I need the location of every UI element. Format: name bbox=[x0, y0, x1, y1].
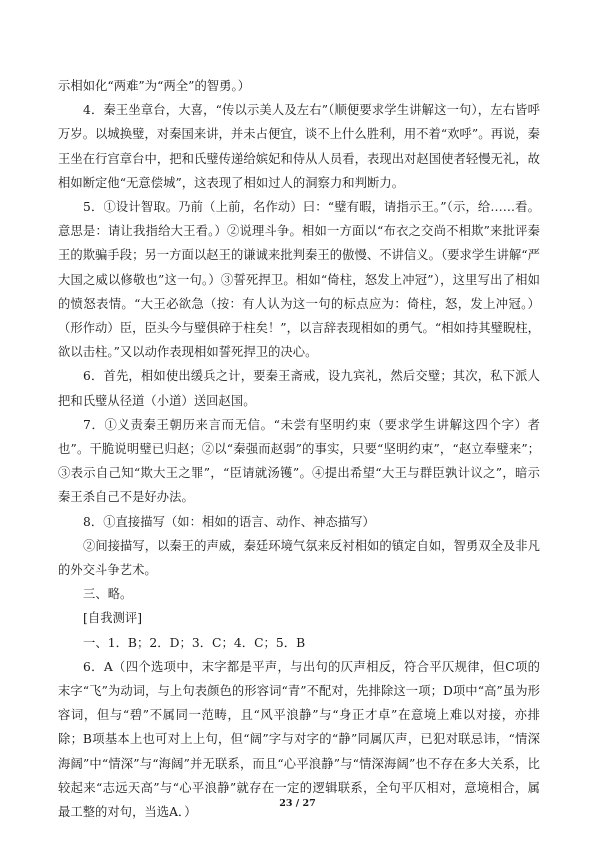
paragraph-answer-5: 5．①设计智取。乃前（上前，名作动）曰：“璧有暇，请指示王。”（示，给……看。意思是：请让我指给大王看。）②说理斗争。相如一方面以“布衣之交尚不相欺”来批评秦王的欺骗手段；另一方面以赵王的谦诚来批判秦王的傲慢、不讲信义。（要求学生讲解“严大国之威以修敬也”这一句。）③誓死捍卫。相如“倚柱，怒发上冲冠”），这里写出了相如的愤怒表情。“大王必欲急（按：有人认为这一句的标点应为：倚柱，怒，发上冲冠。）（形作动）臣，臣头今与璧俱碎于柱矣！”，以言辞表现相如的勇气。“相如持其璧睨柱，欲以击柱。”又以动作表现相如誓死捍卫的决心。 bbox=[58, 200, 540, 360]
paragraph-answer-6-explanation: 6．A（四个选项中，末字都是平声，与出句的仄声相反，符合平仄规律，但C项的末字“飞”为动词，与上句表颜色的形容词“青”不配对，先排除这一项；D项中“高”虽为形容词，但与“碧”不属同一范畴，且“风平浪静”与“身正才卓”在意境上难以对接，亦排除；B项基本上也可对上上句，但“阔”字与对字的“静”同属仄声，已犯对联忌讳，“情深海阔”中“情深”与“海阔”并无联系，而且“心平浪静”与“情深海阔”也不存在多大关系，比较起来“志远天高”与“心平浪静”就存在一定的逻辑联系，全句平仄相对，意境相合，属最工整的对句，当选A．） bbox=[58, 659, 540, 820]
paragraph-answer-6: 6．首先，相如使出缓兵之计，要秦王斋戒，设九宾礼，然后交璧；其次，私下派人把和氏璧从径道（小道）送回赵国。 bbox=[58, 369, 540, 408]
paragraph-continuation: 示相如化“两难”为“两全”的智勇。） bbox=[58, 79, 251, 93]
paragraph-answer-8-2: ②间接描写，以秦王的声威，秦廷环境气氛来反衬相如的镇定自如，智勇双全及非凡的外交斗争艺术。 bbox=[58, 538, 540, 578]
paragraph-answers-list: 一、1．B；2．D；3．C；4．C；5．B bbox=[83, 635, 306, 650]
paragraph-answer-8-1: 8．①直接描写（如：相如的语言、动作、神态描写） bbox=[83, 514, 375, 529]
paragraph-answer-7: 7．①义责秦王朝历来言而无信。“未尝有坚明约束（要求学生讲解这四个字）者也”。干脆说明璧已归赵；②以“秦强而赵弱”的事实，只要“坚明约束”，“赵立奉璧来”；③表示自己知“欺大王之罪”，“臣请就汤镬”。④提出希望“大王与群臣孰计议之”，暗示秦王杀自己不是好办法。 bbox=[58, 417, 540, 505]
section-heading-self-test: [自我测评] bbox=[83, 611, 143, 626]
section-heading-three: 三、略。 bbox=[83, 587, 133, 602]
document-body bbox=[58, 74, 540, 824]
page-number: 23 / 27 bbox=[279, 798, 316, 809]
paragraph-answer-4: 4．秦王坐章台，大喜，“传以示美人及左右”（顺便要求学生讲解这一句），左右皆呼万岁。以城换璧，对秦国来讲，并未占便宜，谈不上什么胜利，用不着“欢呼”。再说，秦王坐在行宫章台中，把和氏璧传递给嫔妃和侍从人员看，表现出对赵国使者轻慢无礼，故相如断定他“无意偿城”，这表现了相如过人的洞察力和判断力。 bbox=[58, 103, 540, 190]
